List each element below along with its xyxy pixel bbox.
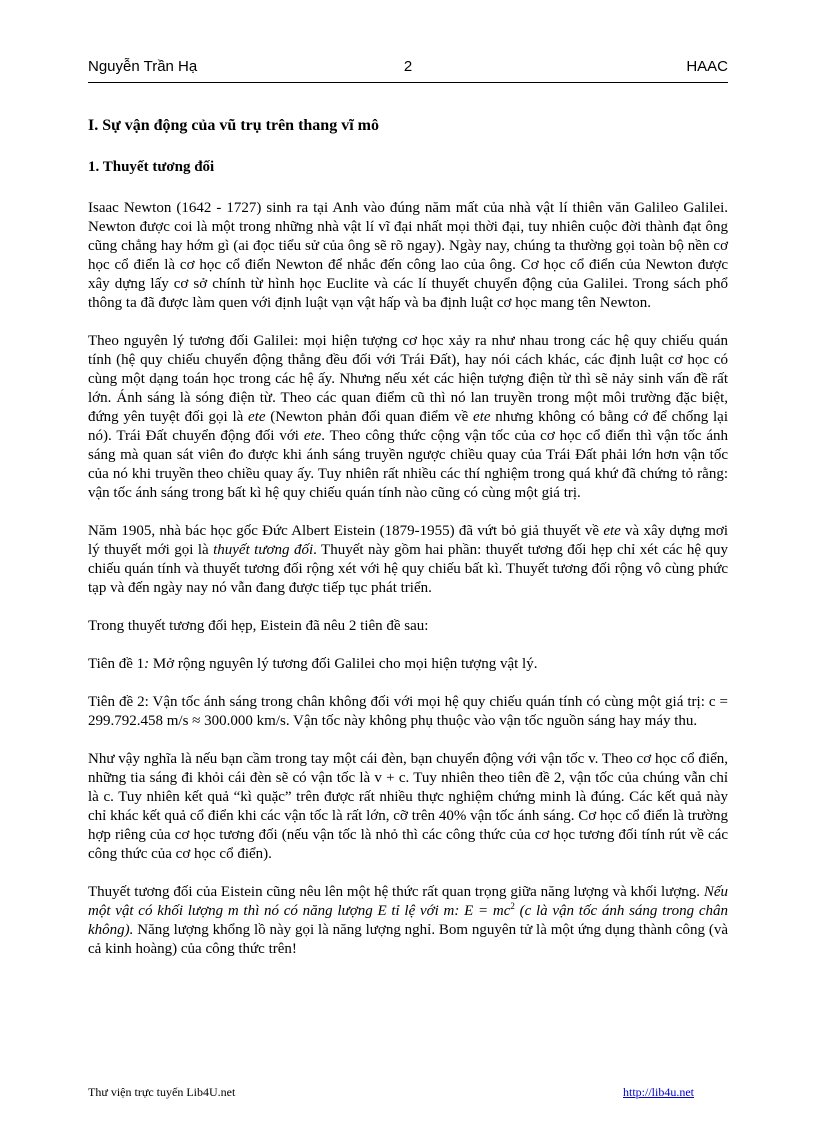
document-body [88,116,728,978]
superscript-2: 2 [510,901,515,911]
text-run: . Thuyết này gồm hai phần: thuyết tương đối hẹp chỉ xét các hệ quy chiếu quán tính và thuyết tương đối rộng xét với hệ quy chiếu bất kì. Thuyết tương đối rộng vô cùng phức tạp và đến ngày nay nó vẫn đang được tiếp tục phát triển. [88,542,728,596]
header-page-number: 2 [403,58,413,75]
paragraph-galilei-relativity [88,332,728,503]
italic-colon: : [144,656,150,672]
paragraph-einstein-1905 [88,522,728,598]
text-run: và xây dựng mơi lý thuyết mới gọi là [88,523,728,558]
paragraph-postulate-1 [88,655,728,674]
subsection-title: 1. Thuyết tương đối [88,159,215,175]
paragraph-lamp-example: Như vậy nghĩa là nếu bạn cầm trong tay một cái đèn, bạn chuyển động với vận tốc v. Theo cơ học cổ điển, những tia sáng đi khỏi cái đèn sẽ có vận tốc là v + c. Tuy nhiên theo tiên đề 2, vận tốc của chúng vẫn chỉ là c. Tuy nhiên kết quả “kì quặc” trên được rất nhiều thực nghiệm chứng minh là đúng. Các kết quả này chỉ khác kết quả cổ điển khi các vận tốc là rất lớn, cỡ trên 40% vận tốc ánh sáng. Cơ học cổ điển là trường hợp riêng của cơ học tương đối (nếu vận tốc là nhỏ thì các công thức của cơ học tương đối tính rút về các công thức của cơ học cổ điển). [88,751,728,862]
italic-term: ete [473,409,491,425]
text-run: Theo nguyên lý tương đối Galilei: mọi hiện tượng cơ học xảy ra như nhau trong các hệ quy chiếu quán tính (hệ quy chiếu chuyển động thẳng đều đối với Trái Đất), hay nói cách khác, các định luật cơ học có cùng một dạng toán học trong các hệ ấy. Nhưng nếu xét các hiện tượng điện từ thì sẽ nảy sinh vấn đề rất lớn. Ánh sáng là sóng điện từ. Theo các quan điểm cũ thì nó lan truyền trong một môi trường đặc biệt, đứng yên tuyệt đối gọi là [88,333,728,425]
page-header [88,58,728,80]
italic-formula: Nếu một vật có khối lượng m thì nó có năng lượng E tỉ lệ với m: E = mc [88,884,728,919]
section-title: I. Sự vận động của vũ trụ trên thang vĩ mô [88,117,379,134]
header-divider [88,82,728,83]
italic-term: ete [248,409,266,425]
text-run: Mở rộng nguyên lý tương đối Galilei cho mọi hiện tượng vật lý. [149,656,538,672]
italic-term: ete [303,428,322,444]
paragraph-postulates-intro: Trong thuyết tương đối hẹp, Eistein đã nêu 2 tiên đề sau: [88,618,429,634]
text-run: nhưng không có bằng cớ để chống lại nó). Trái Đất chuyển động đối với [88,409,728,444]
text-run: . Theo công thức cộng vận tốc của cơ học cổ điển thì vận tốc ánh sáng mà quan sát viên đo được khi ánh sáng truyền ngược chiều quay của Trái Đất phải lớn hơn vận tốc của nó khi truyền theo chiều quay ấy. Tuy nhiên rất nhiều các thí nghiệm trong quá khứ đã chứng tỏ rằng: vận tốc ánh sáng trong bất kì hệ quy chiếu quán tính nào cũng có cùng một giá trị. [88,428,729,501]
text-run: (Newton phản đối quan điểm về [265,409,474,425]
footer-library-name: Thư viện trực tuyến Lib4U.net [88,1085,236,1099]
footer-url-link[interactable]: http://lib4u.net [623,1085,694,1099]
paragraph-newton: Isaac Newton (1642 - 1727) sinh ra tại Anh vào đúng năm mất của nhà vật lí thiên văn Galileo Galilei. Newton được coi là một trong những nhà vật lí vĩ đại nhất mọi thời đại, tuy nhiên cuộc đời thành đạt ông cũng chẳng hay hớm gì (ai đọc tiểu sử của ông sẽ rõ ngay). Ngày nay, chúng ta thường gọi toàn bộ nền cơ học cổ điển là cơ học cổ điển Newton để nhắc đến công lao của ông. Cơ học cổ điển của Newton được xây dựng lấy cơ sở chính từ hình học Euclite và các lí thuyết chuyển động của Galilei. Trong sách phổ thông ta đã được làm quen với định luật vạn vật hấp và ba định luật cơ học mang tên Newton. [88,200,728,311]
italic-term: ete [603,523,621,539]
header-author: Nguyễn Trần Hạ [88,58,198,75]
italic-note: (c là vận tốc ánh sáng trong chân không). [88,903,728,938]
italic-term: thuyết tương đối [213,542,314,558]
text-run: Năm 1905, nhà bác học gốc Đức Albert Eistein (1879-1955) đã vứt bỏ giả thuyết về [88,523,604,539]
postulate-label: Tiên đề 1 [88,656,145,672]
paragraph-postulate-2: Tiên đề 2: Vận tốc ánh sáng trong chân không đối với mọi hệ quy chiếu quán tính có cùng một giá trị: c = 299.792.458 m/s ≈ 300.000 km/s. Vận tốc này không phụ thuộc vào vận tốc nguồn sáng hay máy thu. [88,694,728,729]
paragraph-mass-energy [88,883,728,959]
text-run: Năng lượng khổng lồ này gọi là năng lượng nghỉ. Bom nguyên tử là một ứng dụng thành công (và cả kinh hoàng) của công thức trên! [88,922,728,957]
text-run: Thuyết tương đối của Eistein cũng nêu lên một hệ thức rất quan trọng giữa năng lượng và khối lượng. [88,884,704,900]
header-org: HAAC [686,58,728,75]
